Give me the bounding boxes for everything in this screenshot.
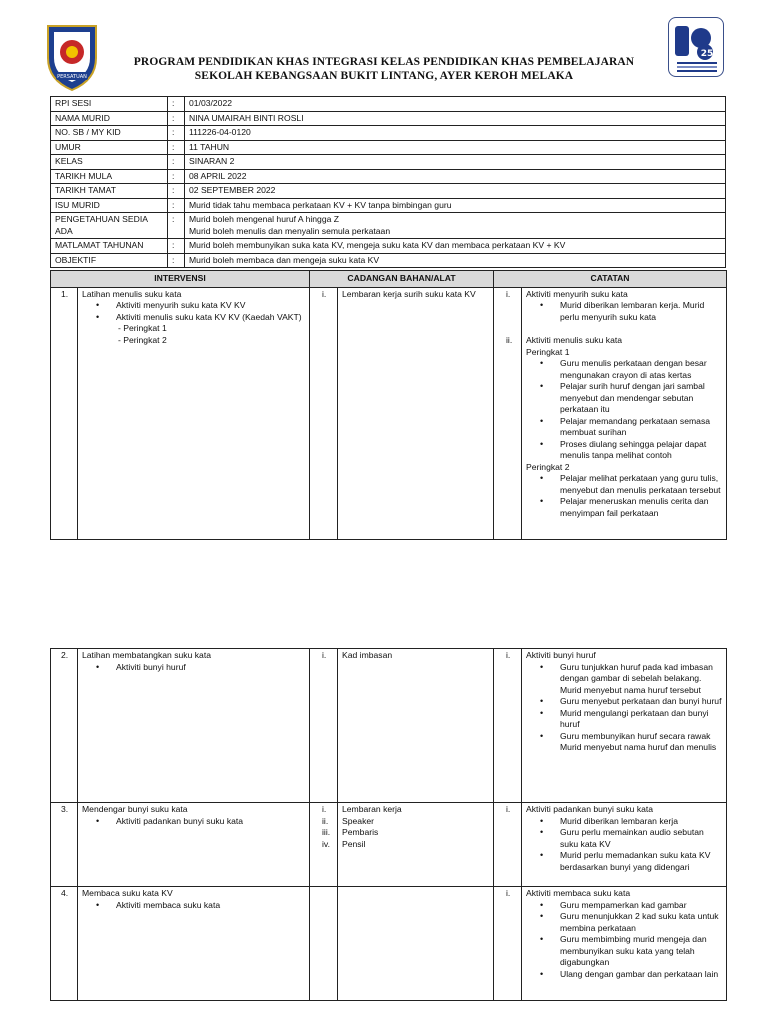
list-item: • Guru mempamerkan kad gambar	[560, 900, 722, 912]
info-sep: :	[168, 253, 185, 268]
roman-numeral: i.	[506, 650, 511, 660]
list-item: • Murid diberikan lembaran kerja	[560, 816, 722, 828]
list-item: • Pelajar meneruskan menulis cerita dan menyimpan fail perkataan	[560, 496, 722, 519]
catatan-numbering	[494, 649, 522, 803]
roman-numeral: ii.	[322, 815, 329, 826]
intervention-title: Latihan menulis suku kata	[82, 288, 182, 299]
roman-numeral: i.	[322, 650, 327, 660]
stage-label: Peringkat 1	[526, 346, 570, 357]
catatan-title: Aktiviti menyurih suku kata	[526, 288, 628, 299]
title-line-1: PROGRAM PENDIDIKAN KHAS INTEGRASI KELAS PENDIDIKAN KHAS PEMBELAJARAN	[133, 56, 635, 68]
info-key: NO. SB / MY KID	[51, 126, 168, 141]
table-row	[51, 649, 727, 803]
bahan-cell	[338, 803, 494, 887]
info-row	[51, 111, 726, 126]
info-value: 01/03/2022	[185, 97, 726, 112]
list-item: • Murid diberikan lembaran kerja. Murid perlu menyurih suku kata	[560, 300, 722, 323]
info-value: 111226-04-0120	[185, 126, 726, 141]
catatan-title: Aktiviti padankan bunyi suku kata	[526, 804, 654, 814]
student-info-table	[50, 96, 726, 268]
catatan-cell	[522, 287, 727, 539]
roman-numeral: ii.	[506, 335, 513, 345]
catatan-bullets	[526, 358, 722, 462]
info-sep: :	[168, 184, 185, 199]
intervention-bullets	[82, 900, 305, 912]
info-sep: :	[168, 198, 185, 213]
roman-numeral: i.	[506, 804, 511, 814]
info-row	[51, 97, 726, 112]
bahan-numbering	[310, 803, 338, 887]
intervention-cell	[78, 287, 310, 539]
info-value: 11 TAHUN	[185, 140, 726, 155]
info-sep: :	[168, 140, 185, 155]
document-title	[110, 55, 658, 83]
catatan-numbering	[494, 287, 522, 539]
list-item: • Aktiviti menulis suku kata KV KV (Kaedah VAKT)	[116, 312, 305, 324]
list-item: • Ulang dengan gambar dan perkataan lain	[560, 969, 722, 981]
list-item: • Aktiviti bunyi huruf	[116, 662, 305, 674]
info-value: 08 APRIL 2022	[185, 169, 726, 184]
info-sep: :	[168, 111, 185, 126]
sub-item: - Peringkat 1	[118, 323, 167, 333]
list-item: • Guru tunjukkan huruf pada kad imbasan dengan gambar di sebelah belakang. Murid menyebut nama huruf tersebut	[560, 662, 722, 697]
intervention-bullets	[82, 300, 305, 323]
info-row	[51, 213, 726, 239]
info-sep: :	[168, 169, 185, 184]
bahan-item: Kad imbasan	[342, 650, 393, 660]
header-bahan: CADANGAN BAHAN/ALAT	[310, 271, 494, 288]
catatan-cell	[522, 649, 727, 803]
bahan-item: Pembaris	[342, 827, 379, 837]
bahan-numbering	[310, 287, 338, 539]
bahan-cell	[338, 287, 494, 539]
roman-numeral: iii.	[322, 827, 331, 837]
svg-text:25: 25	[700, 49, 714, 59]
info-key: KELAS	[51, 155, 168, 170]
list-item: • Guru perlu memainkan audio sebutan suku kata KV	[560, 827, 722, 850]
catatan-title: Aktiviti membaca suku kata	[526, 888, 631, 898]
bahan-cell	[338, 649, 494, 803]
list-item: • Pelajar melihat perkataan yang guru tulis, menyebut dan menulis perkataan tersebut	[560, 473, 722, 496]
header-catatan: CATATAN	[494, 271, 727, 288]
catatan-title: Aktiviti bunyi huruf	[526, 650, 596, 660]
info-key: TARIKH TAMAT	[51, 184, 168, 199]
info-value-line: Murid boleh menulis dan menyalin semula perkataan	[189, 225, 391, 236]
info-key: NAMA MURID	[51, 111, 168, 126]
bahan-cell	[338, 887, 494, 1001]
info-key: TARIKH MULA	[51, 169, 168, 184]
list-item: • Murid mengulangi perkataan dan bunyi huruf	[560, 708, 722, 731]
title-line-2: SEKOLAH KEBANGSAAN BUKIT LINTANG, AYER KEROH MELAKA	[194, 70, 574, 82]
intervention-title: Mendengar bunyi suku kata	[82, 804, 188, 814]
info-row	[51, 169, 726, 184]
sub-item: - Peringkat 2	[118, 334, 167, 345]
roman-numeral: i.	[506, 888, 511, 898]
row-number: 1.	[51, 287, 78, 539]
info-sep: :	[168, 155, 185, 170]
info-key: ISU MURID	[51, 198, 168, 213]
info-value: Murid boleh membaca dan mengeja suku kata KV	[185, 253, 726, 268]
svg-text:PERSATUAN: PERSATUAN	[57, 74, 87, 80]
bahan-item: Speaker	[342, 815, 375, 826]
info-row	[51, 184, 726, 199]
row-number: 2.	[51, 649, 78, 803]
bahan-numbering	[310, 649, 338, 803]
intervention-table-1	[50, 270, 727, 540]
info-value: Murid boleh membunyikan suka kata KV, mengeja suku kata KV dan membaca perkataan KV + KV	[185, 239, 726, 254]
bahan-item: Lembaran kerja	[342, 804, 402, 814]
intervention-title: Membaca suku kata KV	[82, 888, 173, 898]
list-item: • Guru membunyikan huruf secara rawak Murid menyebut nama huruf dan menulis	[560, 731, 722, 754]
roman-numeral: i.	[506, 288, 511, 299]
catatan-title: Aktiviti menulis suku kata	[526, 335, 623, 345]
list-item: • Guru menulis perkataan dengan besar mengunakan crayon di atas kertas	[560, 358, 722, 381]
info-key: MATLAMAT TAHUNAN	[51, 239, 168, 254]
info-value: SINARAN 2	[185, 155, 726, 170]
list-item: • Aktiviti menyurih suku kata KV KV	[116, 300, 305, 312]
catatan-cell	[522, 803, 727, 887]
info-sep: :	[168, 126, 185, 141]
list-item: • Pelajar surih huruf dengan jari sambal menyebut dan mendengar sebutan perkataan itu	[560, 381, 722, 416]
row-number: 3.	[51, 803, 78, 887]
list-item: • Aktiviti membaca suku kata	[116, 900, 305, 912]
info-row	[51, 126, 726, 141]
info-row	[51, 253, 726, 268]
catatan-bullets	[526, 300, 722, 323]
info-sep: :	[168, 239, 185, 254]
list-item: • Aktiviti padankan bunyi suku kata	[116, 816, 305, 828]
intervention-cell	[78, 887, 310, 1001]
info-sep: :	[168, 97, 185, 112]
info-row	[51, 239, 726, 254]
list-item: • Guru menyebut perkataan dan bunyi huruf	[560, 696, 722, 708]
roman-numeral: i.	[322, 804, 327, 814]
table-row	[51, 287, 727, 539]
catatan-bullets	[526, 816, 722, 874]
catatan-bullets	[526, 473, 722, 519]
intervention-bullets	[82, 816, 305, 828]
bahan-item: Pensil	[342, 838, 366, 849]
info-value: NINA UMAIRAH BINTI ROSLI	[185, 111, 726, 126]
info-key: OBJEKTIF	[51, 253, 168, 268]
intervention-cell	[78, 803, 310, 887]
info-value: 02 SEPTEMBER 2022	[185, 184, 726, 199]
info-key: RPI SESI	[51, 97, 168, 112]
list-item: • Guru membimbing murid mengeja dan membunyikan suku kata yang telah digabungkan	[560, 934, 722, 969]
intervention-cell	[78, 649, 310, 803]
info-sep: :	[168, 213, 185, 239]
info-value-line: Murid boleh mengenal huruf A hingga Z	[189, 214, 340, 224]
info-row	[51, 198, 726, 213]
catatan-numbering	[494, 887, 522, 1001]
intervention-table-2	[50, 648, 727, 1001]
info-row	[51, 140, 726, 155]
list-item: • Proses diulang sehingga pelajar dapat menulis tanpa melihat contoh	[560, 439, 722, 462]
info-key: UMUR	[51, 140, 168, 155]
stage-label: Peringkat 2	[526, 461, 570, 472]
list-item: • Pelajar memandang perkataan semasa membuat surihan	[560, 416, 722, 439]
header-intervensi: INTERVENSI	[51, 271, 310, 288]
info-value: Murid tidak tahu membaca perkataan KV + KV tanpa bimbingan guru	[185, 198, 726, 213]
table-header-row	[51, 271, 727, 288]
info-key: PENGETAHUAN SEDIA ADA	[51, 213, 168, 239]
bahan-item: Lembaran kerja surih suku kata KV	[342, 288, 476, 299]
catatan-bullets	[526, 662, 722, 754]
special-education-logo	[668, 17, 724, 77]
bahan-numbering	[310, 887, 338, 1001]
list-item: • Guru menunjukkan 2 kad suku kata untuk membina perkataan	[560, 911, 722, 934]
catatan-cell	[522, 887, 727, 1001]
school-crest-logo	[40, 20, 104, 92]
row-number: 4.	[51, 887, 78, 1001]
intervention-bullets	[82, 662, 305, 674]
info-row	[51, 155, 726, 170]
table-row	[51, 803, 727, 887]
info-value	[185, 213, 726, 239]
catatan-numbering	[494, 803, 522, 887]
catatan-bullets	[526, 900, 722, 981]
roman-numeral: iv.	[322, 838, 330, 849]
list-item: • Murid perlu memadankan suku kata KV berdasarkan bunyi yang didengari	[560, 850, 722, 873]
table-row	[51, 887, 727, 1001]
roman-numeral: i.	[322, 288, 327, 299]
intervention-title: Latihan membatangkan suku kata	[82, 650, 211, 660]
